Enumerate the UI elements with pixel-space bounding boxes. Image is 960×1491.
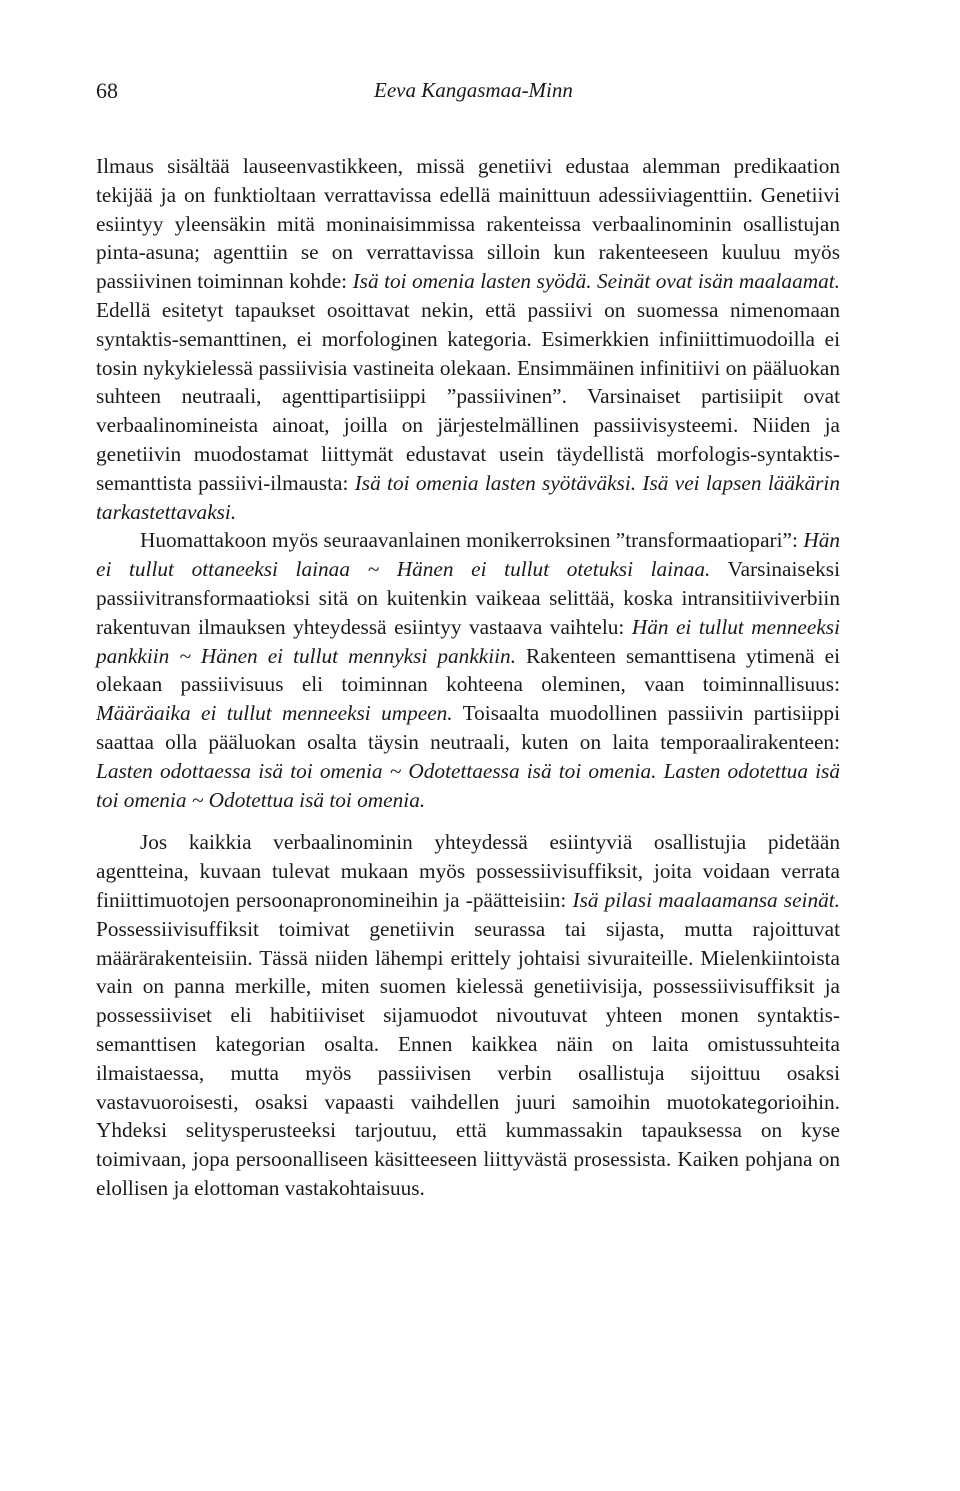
paragraph <box>96 828 840 1202</box>
italic-example: Hän ei tullut ottaneeksi lainaa ~ Hänen ei tullut otetuksi lainaa. <box>96 528 840 582</box>
italic-example: Määräaika ei tullut menneeksi umpeen. <box>96 701 453 726</box>
text-run: Edellä esitetyt tapaukset osoittavat nekin, että passiivi on suomessa nimenomaan syntaktis-semanttinen, ei morfologinen kategoria. Esimerkkien infiniittimuodoilla ei tosin nykykielessä passiivisia vastineita olekaan. Ensimmäinen infinitiivi on pääluokan suhteen neutraali, agenttipartisiippi ”passiivinen”. Varsinaiset partisiipit ovat verbaalinomineista ainoat, joilla on järjestelmällinen passiivisysteemi. Niiden ja genetiivin muodostamat liittymät edustavat usein täydellistä morfologis-syntaktis-semanttista passiivi-ilmausta: <box>96 297 840 495</box>
page-number: 68 <box>96 78 118 103</box>
text-run: Rakenteen semanttisena ytimenä ei olekaan passiivisuus eli toiminnan kohteena oleminen, vaan toiminnallisuus: <box>96 643 840 697</box>
text-run: Varsinaiseksi passiivitransformaatioksi sitä on kuitenkin vaikeaa selittää, koska intransitiiviverbiin rakentuvan ilmauksen yhteydessä esiintyy vastaava vaihtelu: <box>96 557 840 639</box>
text-run: Huomattakoon myös seuraavanlainen monikerroksinen ”transformaatiopari”: <box>140 528 804 553</box>
page-header <box>96 78 840 112</box>
italic-example: Isä toi omenia lasten syötäväksi. Isä vei lapsen lääkärin tarkastettavaksi. <box>96 470 840 524</box>
italic-example: Lasten odottaessa isä toi omenia ~ Odotettaessa isä toi omenia. Lasten odotettua isä toi omenia ~ Odotettua isä toi omenia. <box>96 758 840 812</box>
text-run: Possessiivisuffiksit toimivat genetiivin seurassa tai sijasta, mutta rajoittuvat määrärakenteisiin. Tässä niiden lähempi erittely johtaisi sivuraiteille. Mielenkiintoista vain on panna merkille, miten suomen kielessä genetiivisija, possessiivisuffiksit ja possessiiviset eli habitiiviset sijamuodot nivoutuvat yhteen monen syntaktis-semanttisen kategorian osalta. Ennen kaikkea näin on laita omistussuhteita ilmaistaessa, mutta myös passiivisen verbin osallistuja sijoittuu osaksi vastavuoroisesti, osaksi vapaasti vaihdellen juuri samoihin muotokategorioihin. Yhdeksi selitysperusteeksi tarjoutuu, että kummassakin tapauksessa on kyse toimivaan, jopa persoonalliseen käsitteeseen liittyvästä prosessista. Kaiken pohjana on elollisen ja elottoman vastakohtaisuus. <box>96 916 840 1200</box>
paragraph <box>96 152 840 526</box>
text-run: Jos kaikkia verbaalinominin yhteydessä esiintyviä osallistujia pidetään agentteina, kuvaan tulevat mukaan myös possessiivisuffiksit, joita voidaan verrata finiittimuotojen persoonapronomineihin ja -päätteisiin: <box>96 830 840 912</box>
running-head: Eeva Kangasmaa-Minn <box>374 78 573 102</box>
italic-example: Hän ei tullut menneeksi pankkiin ~ Hänen ei tullut mennyksi pankkiin. <box>96 614 840 668</box>
italic-example: Isä pilasi maalaamansa seinät. <box>572 887 840 912</box>
text-run: Ilmaus sisältää lauseenvastikkeen, missä genetiivi edustaa alemman predikaation tekijää ja on funktioltaan verrattavissa edellä mainittuun adessiiviagenttiin. Genetiivi esiintyy yleensäkin mitä moninaisimmissa rakenteissa verbaalinominin osallistujan pinta-asuna; agenttiin se on verrattavissa silloin kun rakenteeseen kuuluu myös passiivinen toiminnan kohde: <box>96 154 840 294</box>
paragraph <box>96 526 840 814</box>
body-text <box>96 152 840 1203</box>
italic-example: Isä toi omenia lasten syödä. Seinät ovat isän maalaamat. <box>352 269 841 294</box>
text-run: Toisaalta muodollinen passiivin partisiippi saattaa olla pääluokan osalta täysin neutraali, kuten on laita temporaalirakenteen: <box>96 701 840 754</box>
